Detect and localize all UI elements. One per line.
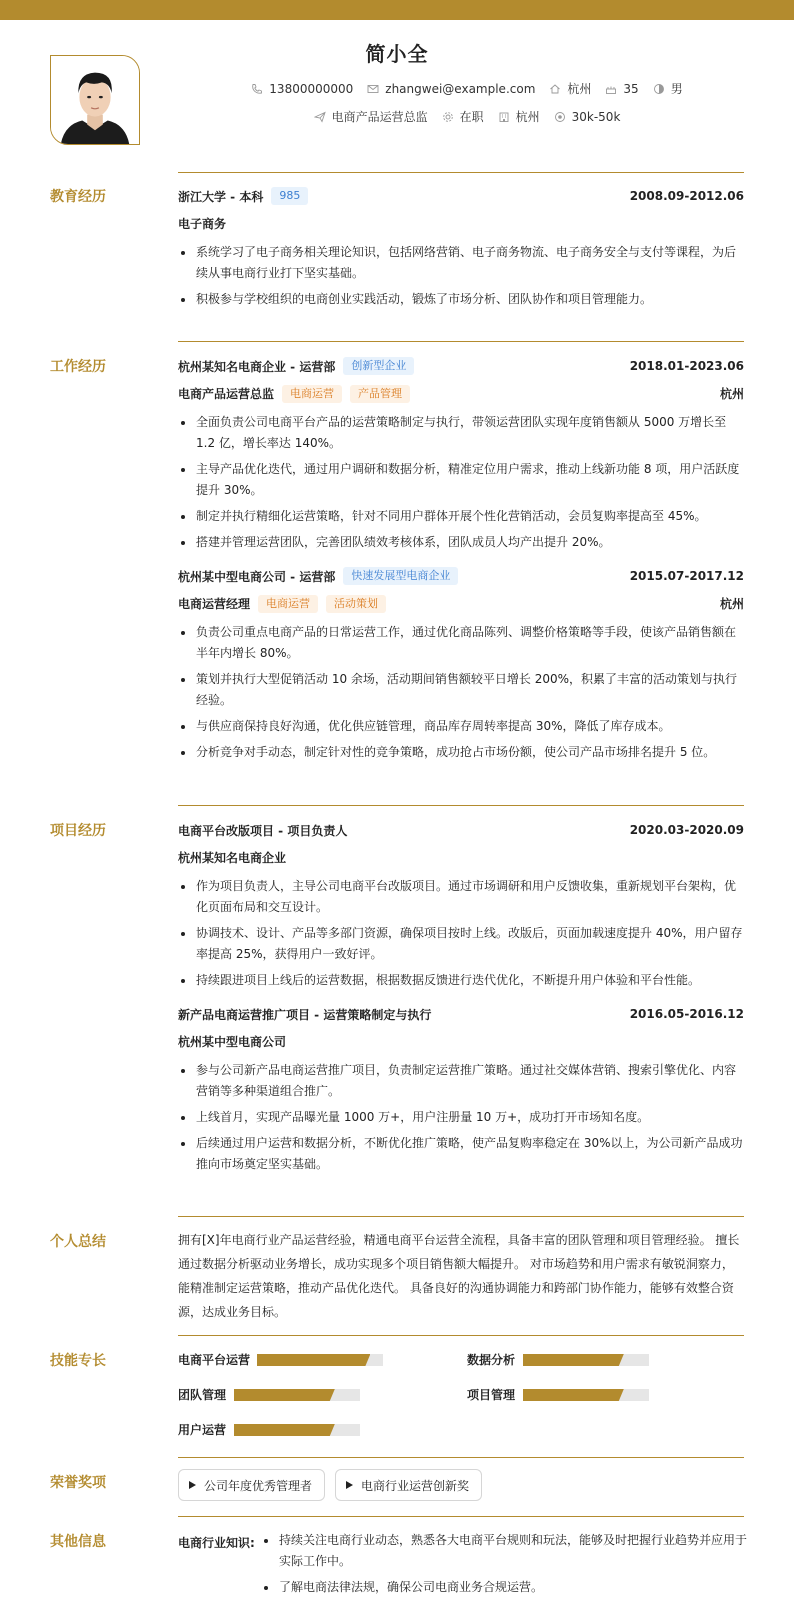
award-label: 电商行业运营创新奖 bbox=[361, 1478, 470, 1493]
send-icon bbox=[314, 111, 326, 123]
summary-title: 个人总结 bbox=[50, 1234, 106, 1250]
list-item: 主导产品优化迭代，通过用户调研和数据分析，精准定位用户需求，推动上线新功能 8 项，用户活跃度提升 30%。 bbox=[178, 459, 744, 501]
play-icon bbox=[189, 1481, 196, 1489]
phone-text: 13800000000 bbox=[269, 81, 354, 96]
other-section bbox=[261, 1522, 747, 1603]
project-bullets bbox=[178, 876, 744, 991]
major bbox=[178, 214, 744, 234]
skill-bar-fill bbox=[523, 1389, 624, 1401]
skill-item bbox=[178, 1421, 226, 1438]
project-company bbox=[178, 1032, 744, 1052]
skill-name: 用户运营 bbox=[178, 1423, 227, 1437]
projects-divider bbox=[178, 805, 744, 806]
project-entry bbox=[178, 1004, 744, 1175]
position-title: 电商运营经理 bbox=[178, 597, 251, 611]
skill-tag: 活动策划 bbox=[326, 595, 386, 613]
position-title: 电商产品运营总监 bbox=[178, 387, 275, 401]
award-chip[interactable] bbox=[178, 1469, 325, 1501]
salary-item bbox=[554, 110, 621, 124]
status-text: 在职 bbox=[459, 110, 484, 124]
work-date: 2018.01-2023.06 bbox=[629, 359, 744, 373]
projects-title: 项目经历 bbox=[50, 823, 106, 839]
skill-item bbox=[178, 1351, 250, 1368]
award-label: 公司年度优秀管理者 bbox=[204, 1478, 313, 1493]
work-header bbox=[178, 566, 744, 586]
list-item: 策划并执行大型促销活动 10 余场，活动期间销售额较平日增长 200%，积累了丰富的活动策划与执行经验。 bbox=[178, 669, 744, 711]
skill-bar-fill bbox=[523, 1354, 624, 1366]
city-text: 杭州 bbox=[515, 110, 540, 124]
other-divider bbox=[178, 1516, 744, 1517]
skill-name: 数据分析 bbox=[467, 1353, 516, 1367]
list-item: 搭建并管理运营团队，完善团队绩效考核体系，团队成员人均产出提升 20%。 bbox=[178, 532, 744, 553]
education-header bbox=[178, 186, 744, 206]
project-header bbox=[178, 820, 744, 840]
status-item bbox=[442, 108, 484, 125]
project-header bbox=[178, 1004, 744, 1024]
list-item: 上线首月，实现产品曝光量 1000 万+，用户注册量 10 万+，成功打开市场知名度。 bbox=[178, 1107, 744, 1128]
work-city: 杭州 bbox=[719, 597, 744, 611]
award-chip[interactable] bbox=[335, 1469, 482, 1501]
work-divider bbox=[178, 341, 744, 342]
company-tag: 快速发展型电商企业 bbox=[343, 567, 458, 585]
education-divider bbox=[178, 172, 744, 173]
work-date: 2015.07-2017.12 bbox=[629, 569, 744, 583]
skill-tag: 产品管理 bbox=[350, 385, 410, 403]
skill-bar-fill bbox=[234, 1389, 335, 1401]
list-item: 协调技术、设计、产品等多部门资源，确保项目按时上线。改版后，页面加载速度提升 40%，用户留存率提高 25%，获得用户一致好评。 bbox=[178, 923, 744, 965]
job-intent-row bbox=[140, 108, 794, 125]
work-city: 杭州 bbox=[719, 387, 744, 401]
avatar bbox=[50, 55, 140, 145]
project-entry bbox=[178, 820, 744, 991]
school-tag: 985 bbox=[271, 187, 308, 205]
summary-text: 拥有[X]年电商行业产品运营经验，精通电商平台运营全流程，具备丰富的团队管理和项目管理经验。 擅长通过数据分析驱动业务增长，成功实现多个项目销售额大幅提升。 对市场趋势和用户需求有敏锐洞察力，能精准制定运营策略，推动产品优化迭代。 具备良好的沟通协调能力和跨部门协作能力，能够有效整合资源，达成业务目标。 bbox=[178, 1233, 740, 1319]
other-label: 电商行业知识: bbox=[178, 1536, 255, 1550]
skill-bar bbox=[234, 1424, 360, 1436]
skill-name: 电商平台运营 bbox=[178, 1353, 251, 1367]
skill-item bbox=[467, 1386, 515, 1403]
skill-bar bbox=[523, 1389, 649, 1401]
list-item: 作为项目负责人，主导公司电商平台改版项目。通过市场调研和用户反馈收集，重新规划平台架构，优化页面布局和交互设计。 bbox=[178, 876, 744, 918]
list-item: 与供应商保持良好沟通，优化供应链管理，商品库存周转率提高 30%，降低了库存成本。 bbox=[178, 716, 744, 737]
list-item: 积极参与学校组织的电商创业实践活动，锻炼了市场分析、团队协作和项目管理能力。 bbox=[178, 289, 744, 310]
mail-icon bbox=[367, 83, 379, 95]
project-date: 2020.03-2020.09 bbox=[629, 823, 744, 837]
top-accent-bar bbox=[0, 0, 794, 20]
gender-text: 男 bbox=[670, 82, 683, 96]
candidate-name: 简小全 bbox=[365, 42, 429, 66]
work-header bbox=[178, 356, 744, 376]
gender-icon bbox=[653, 83, 665, 95]
projects-section bbox=[178, 820, 744, 1180]
age-text: 35 bbox=[623, 81, 639, 96]
skills-title: 技能专长 bbox=[50, 1353, 106, 1369]
work-section bbox=[178, 356, 744, 768]
contact-row bbox=[140, 80, 794, 97]
skill-bar bbox=[523, 1354, 649, 1366]
skill-tag: 电商运营 bbox=[282, 385, 342, 403]
work-entry bbox=[178, 356, 744, 553]
list-item: 后续通过用户运营和数据分析，不断优化推广策略，使产品复购率稳定在 30%以上，为公司新产品成功推向市场奠定坚实基础。 bbox=[178, 1133, 744, 1175]
education-bullets bbox=[178, 242, 744, 310]
work-entry bbox=[178, 566, 744, 763]
skill-name: 团队管理 bbox=[178, 1388, 227, 1402]
work-bullets bbox=[178, 412, 744, 553]
list-item: 持续关注电商行业动态，熟悉各大电商平台规则和玩法，能够及时把握行业趋势并应用于实际工作中。 bbox=[261, 1530, 747, 1572]
company-tag: 创新型企业 bbox=[343, 357, 414, 375]
play-icon bbox=[346, 1481, 353, 1489]
skills-divider bbox=[178, 1335, 744, 1336]
project-bullets bbox=[178, 1060, 744, 1175]
project-name: 新产品电商运营推广项目 - 运营策略制定与执行 bbox=[178, 1007, 432, 1022]
work-title: 工作经历 bbox=[50, 359, 106, 375]
skill-bar bbox=[234, 1389, 360, 1401]
avatar-portrait bbox=[51, 56, 139, 144]
school-name: 浙江大学 - 本科 bbox=[178, 189, 264, 204]
location-item bbox=[549, 80, 591, 97]
other-title: 其他信息 bbox=[50, 1534, 106, 1550]
awards-divider bbox=[178, 1457, 744, 1458]
list-item: 制定并执行精细化运营策略，针对不同用户群体开展个性化营销活动，会员复购率提高至 45%。 bbox=[178, 506, 744, 527]
location-text: 杭州 bbox=[567, 82, 592, 96]
other-bullets bbox=[261, 1530, 747, 1598]
position-row bbox=[178, 594, 744, 614]
list-item: 参与公司新产品电商运营推广项目，负责制定运营推广策略。通过社交媒体营销、搜索引擎优化、内容营销等多种渠道组合推广。 bbox=[178, 1060, 744, 1102]
list-item: 系统学习了电子商务相关理论知识，包括网络营销、电子商务物流、电子商务安全与支付等课程，为后续从事电商行业打下坚实基础。 bbox=[178, 242, 744, 284]
project-company bbox=[178, 848, 744, 868]
awards-title: 荣誉奖项 bbox=[50, 1475, 106, 1491]
list-item: 负责公司重点电商产品的日常运营工作，通过优化商品陈列、调整价格策略等手段，使该产品销售额在半年内增长 80%。 bbox=[178, 622, 744, 664]
list-item: 持续跟进项目上线后的运营数据，根据数据反馈进行迭代优化，不断提升用户体验和平台性能。 bbox=[178, 970, 744, 991]
summary-divider bbox=[178, 1216, 744, 1217]
skill-bar-fill bbox=[257, 1354, 370, 1366]
position-row bbox=[178, 384, 744, 404]
gender-item bbox=[653, 80, 683, 97]
skill-name: 项目管理 bbox=[467, 1388, 516, 1402]
list-item: 了解电商法律法规，确保公司电商业务合规运营。 bbox=[261, 1577, 747, 1598]
project-company-text: 杭州某知名电商企业 bbox=[178, 851, 287, 865]
project-name: 电商平台改版项目 - 项目负责人 bbox=[178, 823, 348, 838]
city-item bbox=[498, 108, 540, 125]
project-company-text: 杭州某中型电商公司 bbox=[178, 1035, 287, 1049]
age-icon bbox=[605, 83, 617, 95]
skill-bar bbox=[257, 1354, 383, 1366]
skill-item bbox=[467, 1351, 515, 1368]
project-date: 2016.05-2016.12 bbox=[629, 1007, 744, 1021]
list-item: 分析竞争对手动态，制定针对性的竞争策略，成功抢占市场份额，使公司产品市场排名提升 5 位。 bbox=[178, 742, 744, 763]
skill-bar-fill bbox=[234, 1424, 335, 1436]
home-icon bbox=[549, 83, 561, 95]
education-title: 教育经历 bbox=[50, 189, 106, 205]
job-title-text: 电商产品运营总监 bbox=[331, 110, 428, 124]
target-icon bbox=[554, 111, 566, 123]
skill-tag: 电商运营 bbox=[258, 595, 318, 613]
major-text: 电子商务 bbox=[178, 217, 227, 231]
company-name: 杭州某知名电商企业 - 运营部 bbox=[178, 359, 336, 374]
gear-icon bbox=[442, 111, 454, 123]
skill-item bbox=[178, 1386, 226, 1403]
list-item: 全面负责公司电商平台产品的运营策略制定与执行，带领运营团队实现年度销售额从 5000 万增长至 1.2 亿，增长率达 140%。 bbox=[178, 412, 744, 454]
email-text: zhangwei@example.com bbox=[385, 81, 536, 96]
building-icon bbox=[498, 111, 510, 123]
job-title-item bbox=[314, 108, 428, 125]
education-date: 2008.09-2012.06 bbox=[629, 189, 744, 203]
company-name: 杭州某中型电商公司 - 运营部 bbox=[178, 569, 336, 584]
salary-text: 30k-50k bbox=[571, 109, 621, 124]
phone-icon bbox=[251, 83, 263, 95]
phone-item bbox=[251, 82, 353, 96]
age-item bbox=[605, 82, 638, 96]
education-section bbox=[178, 186, 744, 315]
email-item bbox=[367, 82, 535, 96]
work-bullets bbox=[178, 622, 744, 763]
